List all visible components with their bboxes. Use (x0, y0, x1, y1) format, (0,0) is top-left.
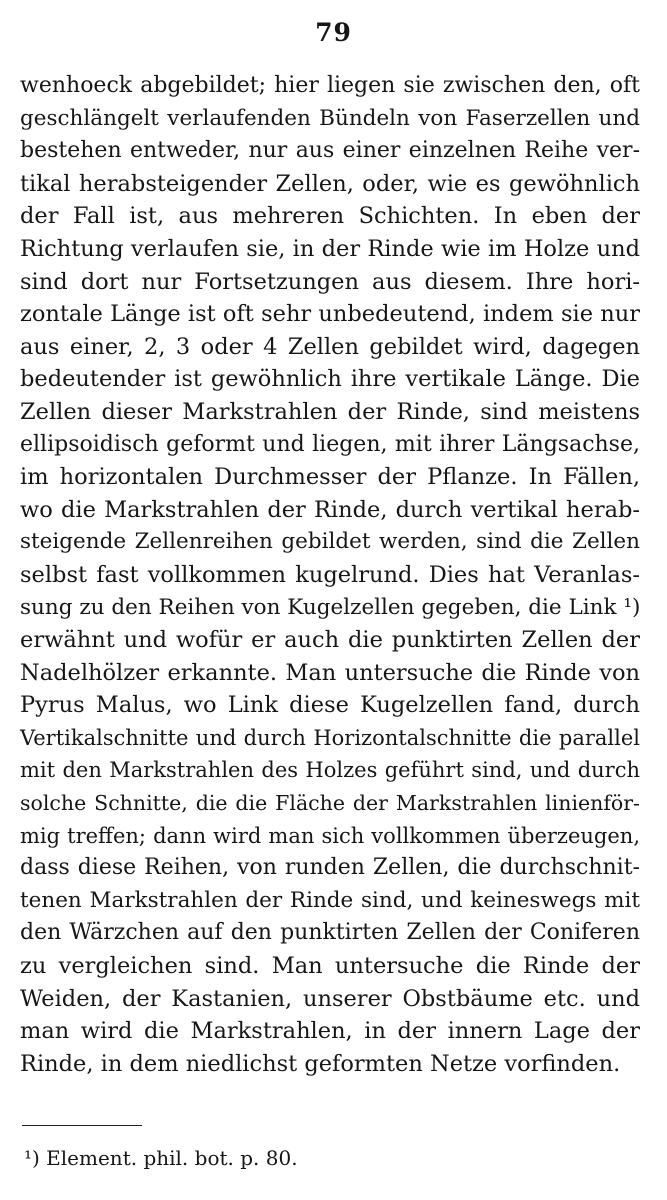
page-number: 79 (315, 18, 352, 47)
text-line: bestehen entweder, nur aus einer einzelnen Reihe ver- (20, 138, 640, 164)
text-line: wo die Markstrahlen der Rinde, durch vertikal herab- (20, 496, 640, 523)
footnote: ¹) Element. phil. bot. p. 80. (24, 1146, 298, 1170)
text-line: sind dort nur Fortsetzungen aus diesem. Ihre hori- (20, 268, 640, 295)
text-line: selbst fast vollkommen kugelrund. Dies hat Veranlas- (20, 561, 640, 588)
text-line: Weiden, der Kastanien, unserer Obstbäume etc. und (20, 985, 640, 1012)
text-line: den Wärzchen auf den punktirten Zellen der Coniferen (20, 920, 640, 946)
text-line: mig treffen; dann wird man sich vollkommen überzeugen, (20, 823, 640, 848)
text-line: Zellen dieser Markstrahlen der Rinde, sind meistens (20, 398, 640, 425)
text-line: steigende Zellenreihen gebildet werden, sind die Zellen (20, 529, 640, 555)
text-line: geschlängelt verlaufenden Bündeln von Faserzellen und (20, 105, 640, 131)
text-line: zontale Länge ist oft sehr unbedeutend, indem sie nur (20, 301, 640, 328)
text-line: der Fall ist, aus mehreren Schichten. In eben der (20, 203, 640, 230)
text-line: Nadelhölzer erkannte. Man untersuche die Rinde von (20, 659, 640, 686)
text-line: tenen Markstrahlen der Rinde sind, und keineswegs mit (20, 887, 640, 913)
text-line: ellipsoidisch geformt und liegen, mit ihrer Längsachse, (20, 431, 640, 457)
text-line: man wird die Markstrahlen, in der innern Lage der (20, 1018, 640, 1045)
footnote-divider (22, 1125, 142, 1126)
text-line: tikal herabsteigender Zellen, oder, wie es gewöhnlich (20, 170, 640, 197)
text-line: Vertikalschnitte und durch Horizontalschnitte die parallel (20, 725, 640, 750)
text-line: solche Schnitte, die die Fläche der Markstrahlen linienför- (20, 791, 640, 816)
text-line: dass diese Reihen, von runden Zellen, die durchschnit- (20, 855, 640, 881)
text-line: aus einer, 2, 3 oder 4 Zellen gebildet wird, dagegen (20, 333, 640, 360)
text-line: sung zu den Reihen von Kugelzellen gegeben, die Link ¹) (20, 594, 641, 620)
text-line: erwähnt und wofür er auch die punktirten Zellen der (20, 627, 640, 654)
text-line: bedeutender ist gewöhnlich ihre vertikale Länge. Die (20, 366, 640, 393)
text-line: wenhoeck abgebildet; hier liegen sie zwischen den, oft (20, 73, 640, 98)
text-line: im horizontalen Durchmesser der Pflanze. In Fällen, (20, 464, 640, 491)
text-line: Rinde, in dem niedlichst geformten Netze vorfinden. (20, 1050, 621, 1077)
text-line: zu vergleichen sind. Man untersuche die Rinde der (20, 953, 640, 980)
text-line: Pyrus Malus, wo Link diese Kugelzellen fand, durch (20, 692, 640, 719)
body-text (20, 70, 640, 1080)
text-line: Richtung verlaufen sie, in der Rinde wie im Holze und (20, 235, 640, 262)
text-line: mit den Markstrahlen des Holzes geführt sind, und durch (20, 758, 640, 783)
